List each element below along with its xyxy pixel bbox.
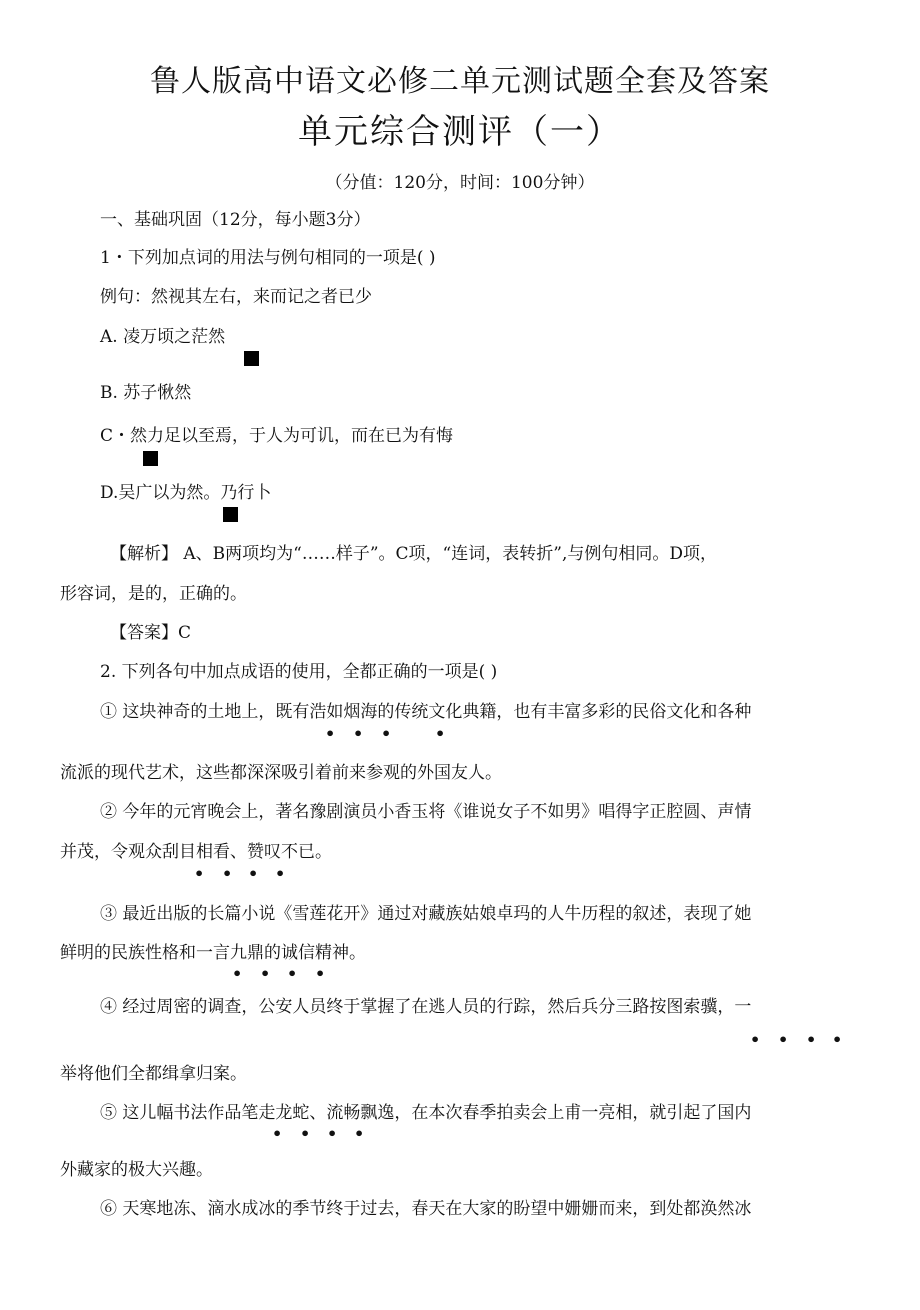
- emphasis-dot: •: [806, 1030, 817, 1049]
- option-a: A. 凌万顷之茫然: [100, 327, 226, 347]
- emphasis-square-mark: [223, 507, 238, 522]
- item-4-line: ④ 经过周密的调查，公安人员终于掌握了在逃人员的行踪，然后兵分三路按图索骥，一: [100, 997, 752, 1017]
- emphasis-dot: •: [327, 1124, 338, 1143]
- emphasis-dot: •: [354, 1124, 365, 1143]
- emphasis-dot: •: [435, 724, 446, 743]
- document-title: 鲁人版高中语文必修二单元测试题全套及答案: [150, 64, 770, 99]
- emphasis-dot: •: [315, 964, 326, 983]
- section-heading: 一、基础巩固（12分，每小题3分）: [100, 210, 371, 230]
- emphasis-dot: •: [300, 1124, 311, 1143]
- emphasis-dot: •: [275, 864, 286, 883]
- question-2-stem: 2. 下列各句中加点成语的使用，全都正确的一项是( ): [100, 662, 498, 682]
- emphasis-dot: •: [325, 724, 336, 743]
- emphasis-dot: •: [272, 1124, 283, 1143]
- emphasis-dot: •: [832, 1030, 843, 1049]
- emphasis-dot: •: [248, 864, 259, 883]
- option-c: C・然力足以至焉，于人为可讥，而在已为有悔: [100, 426, 454, 446]
- item-2-line: ② 今年的元宵晚会上，著名豫剧演员小香玉将《谁说女子不如男》唱得字正腔圆、声情: [100, 802, 752, 822]
- item-1-line: ① 这块神奇的土地上，既有浩如烟海的传统文化典籍，也有丰富多彩的民俗文化和各种: [100, 702, 752, 722]
- emphasis-square-mark: [143, 451, 158, 466]
- emphasis-dot: •: [353, 724, 364, 743]
- item-5-line-continued: 外藏家的极大兴趣。: [60, 1160, 213, 1180]
- emphasis-dot: •: [222, 864, 233, 883]
- emphasis-dot: •: [232, 964, 243, 983]
- question-1-stem: 1・下列加点词的用法与例句相同的一项是( ): [100, 248, 436, 268]
- option-b: B. 苏子愀然: [100, 383, 192, 403]
- score-time-info: （分值：120分，时间：100分钟）: [325, 173, 595, 193]
- item-2-line-continued: 并茂，令观众刮目相看、赞叹不已。: [60, 842, 332, 862]
- emphasis-dot: •: [381, 724, 392, 743]
- answer-text: 【答案】C: [110, 623, 192, 643]
- emphasis-square-mark: [244, 351, 259, 366]
- analysis-text: 【解析】 A、B两项均为“……样子”。C项，“连词，表转折”,与例句相同。D项，: [110, 544, 717, 564]
- emphasis-dot: •: [778, 1030, 789, 1049]
- item-3-line-continued: 鲜明的民族性格和一言九鼎的诚信精神。: [60, 943, 366, 963]
- document-subtitle: 单元综合测评（一）: [298, 112, 622, 152]
- item-4-line-continued: 举将他们全都缉拿归案。: [60, 1064, 247, 1084]
- item-1-line-continued: 流派的现代艺术，这些都深深吸引着前来参观的外国友人。: [60, 763, 502, 783]
- option-d: D.吴广以为然。乃行卜: [100, 483, 272, 503]
- emphasis-dot: •: [750, 1030, 761, 1049]
- item-6-line: ⑥ 天寒地冻、滴水成冰的季节终于过去，春天在大家的盼望中姗姗而来，到处都涣然冰: [100, 1199, 752, 1219]
- emphasis-dot: •: [287, 964, 298, 983]
- emphasis-dot: •: [194, 864, 205, 883]
- analysis-text-continued: 形容词，是的，正确的。: [60, 584, 247, 604]
- emphasis-dot: •: [260, 964, 271, 983]
- item-3-line: ③ 最近出版的长篇小说《雪莲花开》通过对藏族姑娘卓玛的人牛历程的叙述，表现了她: [100, 904, 752, 924]
- question-1-example: 例句：然视其左右，来而记之者已少: [100, 287, 372, 307]
- item-5-line: ⑤ 这儿幅书法作品笔走龙蛇、流畅飘逸，在本次春季拍卖会上甫一亮相，就引起了国内: [100, 1103, 752, 1123]
